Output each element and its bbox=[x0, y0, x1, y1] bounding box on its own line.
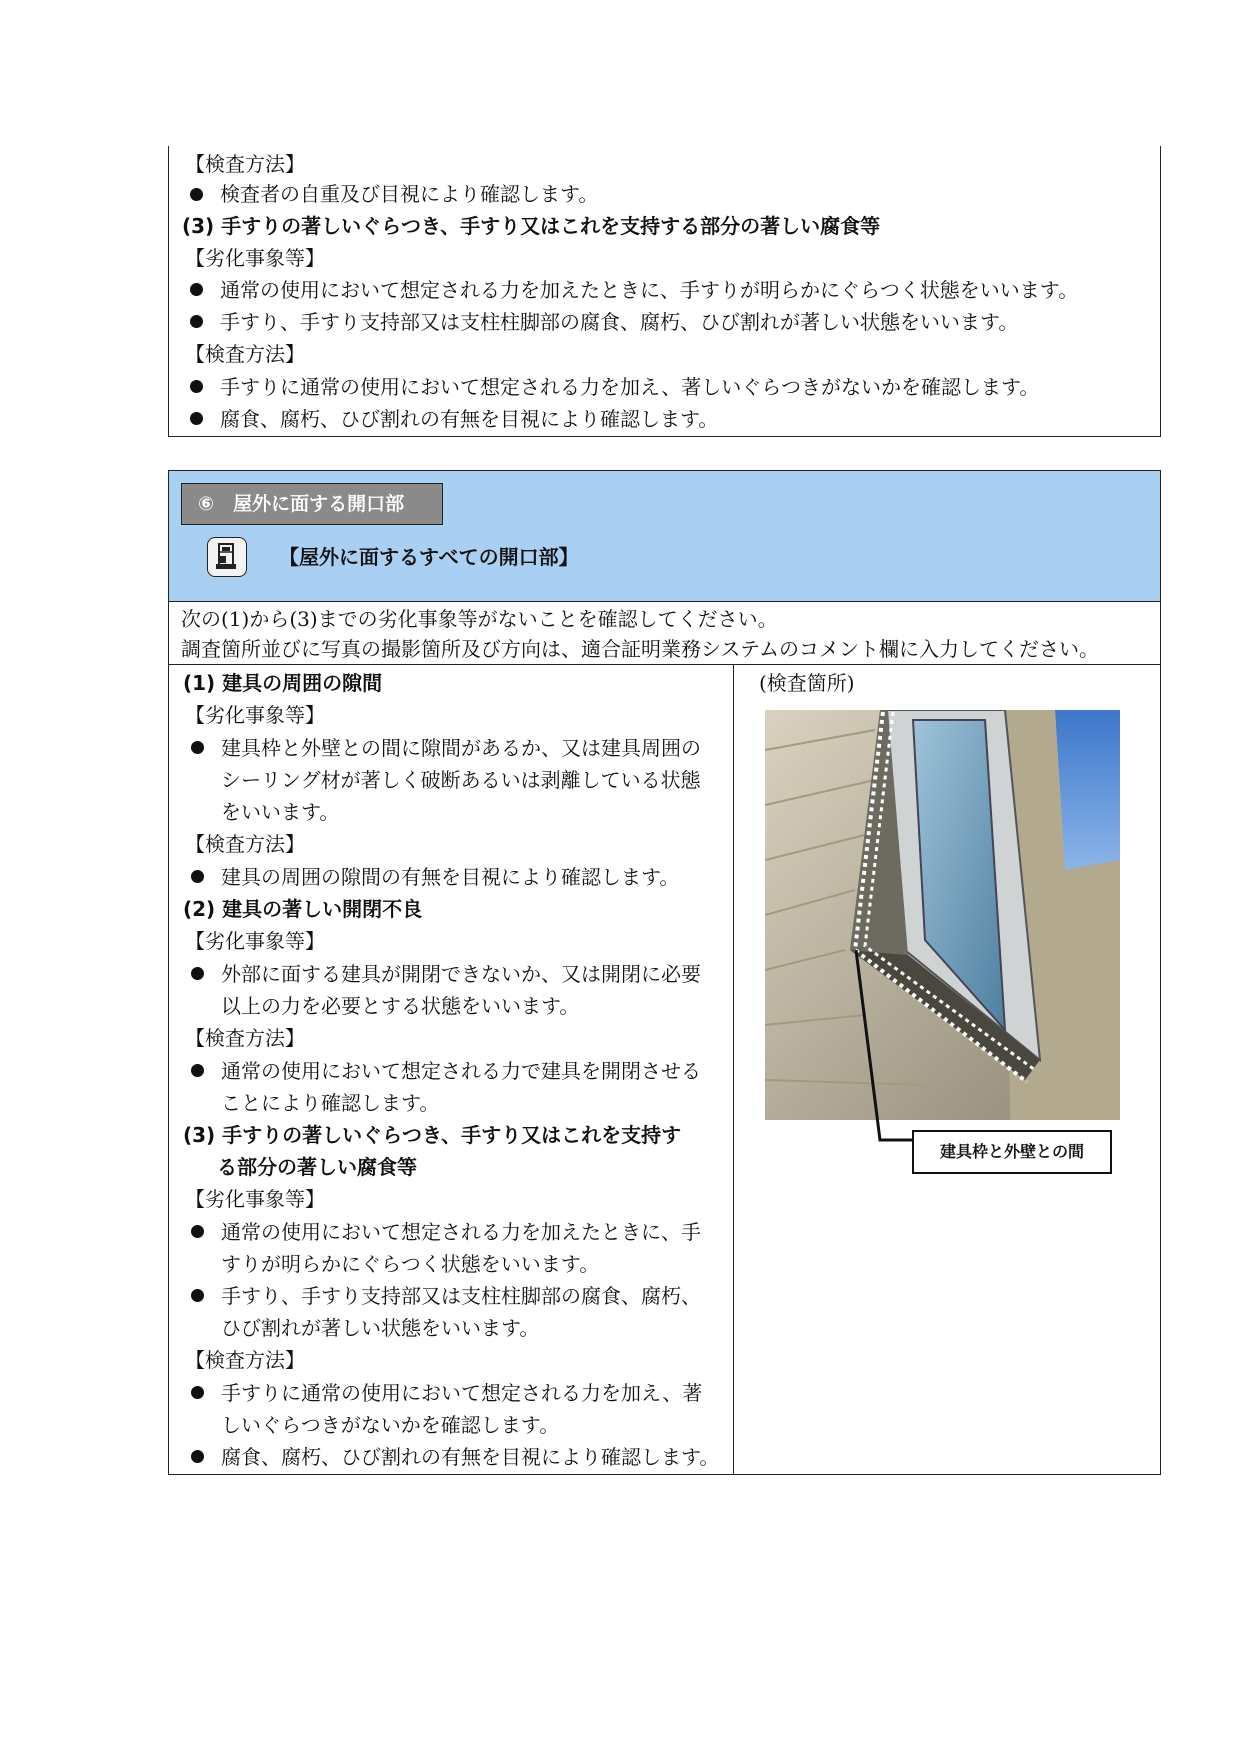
method-text: 腐食、腐朽、ひび割れの有無を目視により確認します。 bbox=[220, 407, 719, 431]
degradation-text: すりが明らかにぐらつく状態をいいます。 bbox=[221, 1252, 600, 1276]
bullet bbox=[190, 412, 203, 425]
bullet bbox=[190, 283, 203, 296]
bullet bbox=[190, 188, 203, 201]
item3-title: (3) 手すりの著しいぐらつき、手すり又はこれを支持す bbox=[183, 1123, 682, 1147]
item3-title: る部分の著しい腐食等 bbox=[217, 1155, 417, 1179]
bullet bbox=[191, 1225, 204, 1238]
section-badge: ⑥ 屋外に面する開口部 bbox=[181, 483, 443, 525]
method-text: 手すりに通常の使用において想定される力を加え、著しいぐらつきがないかを確認します。 bbox=[220, 375, 1040, 399]
section-subtitle: 【屋外に面するすべての開口部】 bbox=[279, 545, 579, 569]
bullet bbox=[191, 1450, 204, 1463]
method-text: 手すりに通常の使用において想定される力を加え、著 bbox=[221, 1381, 703, 1405]
degradation-heading: 【劣化事象等】 bbox=[185, 246, 325, 270]
degradation-text: 以上の力を必要とする状態をいいます。 bbox=[221, 994, 580, 1018]
degradation-text: 通常の使用において想定される力を加えたときに、手すりが明らかにぐらつく状態をいいます。 bbox=[220, 278, 1079, 302]
column-divider bbox=[733, 665, 734, 1475]
bullet bbox=[191, 1064, 204, 1077]
method-text: 腐食、腐朽、ひび割れの有無を目視により確認します。 bbox=[221, 1445, 720, 1469]
inspection-location-label: (検査箇所) bbox=[759, 671, 855, 695]
divider bbox=[169, 664, 1160, 665]
window-photo bbox=[765, 710, 1120, 1120]
degradation-text: 手すり、手すり支持部又は支柱柱脚部の腐食、腐朽、 bbox=[221, 1284, 701, 1308]
method-heading: 【検査方法】 bbox=[185, 1348, 305, 1372]
item2-title: (2) 建具の著しい開閉不良 bbox=[183, 897, 423, 921]
bullet bbox=[190, 315, 203, 328]
degradation-text: 手すり、手すり支持部又は支柱柱脚部の腐食、腐朽、ひび割れが著しい状態をいいます。 bbox=[220, 310, 1019, 334]
section-header bbox=[169, 471, 1160, 602]
degradation-heading: 【劣化事象等】 bbox=[185, 1187, 325, 1211]
item3-title: (3) 手すりの著しいぐらつき、手すり又はこれを支持する部分の著しい腐食等 bbox=[182, 214, 881, 238]
callout-label: 建具枠と外壁との間 bbox=[912, 1130, 1112, 1174]
degradation-text: シーリング材が著しく破断あるいは剥離している状態 bbox=[221, 768, 701, 792]
method-heading: 【検査方法】 bbox=[185, 342, 305, 366]
intro-text: 調査箇所並びに写真の撮影箇所及び方向は、適合証明業務システムのコメント欄に入力してください。 bbox=[181, 637, 1099, 661]
degradation-text: ひび割れが著しい状態をいいます。 bbox=[221, 1316, 540, 1340]
bullet bbox=[191, 870, 204, 883]
method-text: 建具の周囲の隙間の有無を目視により確認します。 bbox=[221, 865, 680, 889]
door-icon bbox=[207, 537, 247, 577]
bullet bbox=[191, 741, 204, 754]
item1-title: (1) 建具の周囲の隙間 bbox=[183, 671, 383, 695]
method-text: 通常の使用において想定される力で建具を開閉させる bbox=[221, 1059, 701, 1083]
method-text: しいぐらつきがないかを確認します。 bbox=[221, 1413, 560, 1437]
method-heading: 【検査方法】 bbox=[185, 1026, 305, 1050]
bullet bbox=[191, 967, 204, 980]
method-heading: 【検査方法】 bbox=[185, 832, 305, 856]
intro-text: 次の(1)から(3)までの劣化事象等がないことを確認してください。 bbox=[181, 607, 778, 631]
degradation-text: 通常の使用において想定される力を加えたときに、手 bbox=[221, 1220, 701, 1244]
method-text: ことにより確認します。 bbox=[221, 1091, 440, 1115]
bullet bbox=[190, 380, 203, 393]
bullet bbox=[191, 1289, 204, 1302]
callout-leader bbox=[850, 950, 920, 1150]
degradation-text: 建具枠と外壁との間に隙間があるか、又は建具周囲の bbox=[221, 736, 701, 760]
degradation-text: 外部に面する建具が開閉できないか、又は開閉に必要 bbox=[221, 962, 701, 986]
method-heading: 【検査方法】 bbox=[185, 152, 305, 176]
bullet bbox=[191, 1386, 204, 1399]
method-text: 検査者の自重及び目視により確認します。 bbox=[220, 182, 599, 206]
degradation-heading: 【劣化事象等】 bbox=[185, 703, 325, 727]
degradation-text: をいいます。 bbox=[221, 800, 340, 824]
degradation-heading: 【劣化事象等】 bbox=[185, 929, 325, 953]
